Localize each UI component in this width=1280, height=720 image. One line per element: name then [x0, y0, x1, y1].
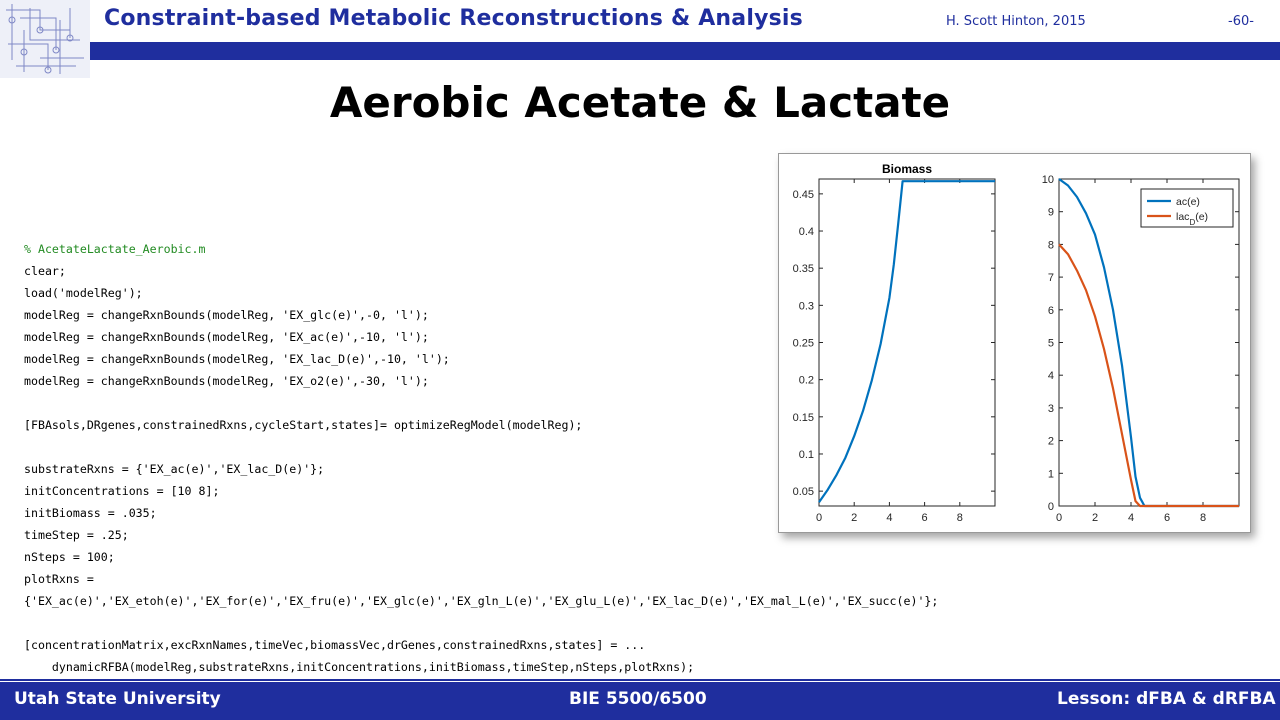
y-tick-label: 0.3 — [798, 300, 814, 313]
y-tick-label: 0.35 — [792, 263, 814, 276]
y-tick-label: 0.05 — [792, 486, 814, 499]
code-line: [concentrationMatrix,excRxnNames,timeVec,biomassVec,drGenes,constrainedRxns,states] = ... — [24, 638, 646, 652]
footer-university: Utah State University — [14, 689, 221, 709]
figure-canvas — [779, 154, 1250, 532]
y-tick-label: 0.2 — [798, 374, 814, 387]
footer-course: BIE 5500/6500 — [569, 689, 707, 709]
plot-2 — [1042, 174, 1239, 524]
code-line: initConcentrations = [10 8]; — [24, 484, 220, 498]
y-tick-label: 9 — [1047, 206, 1054, 219]
y-tick-label: 0.1 — [798, 448, 814, 461]
y-tick-label: 3 — [1047, 402, 1054, 415]
y-tick-label: 2 — [1047, 435, 1054, 448]
y-tick-label: 0.4 — [798, 226, 814, 239]
x-tick-label: 0 — [815, 512, 823, 524]
x-tick-label: 6 — [921, 512, 928, 524]
x-tick-label: 2 — [1091, 512, 1099, 524]
y-tick-label: 10 — [1041, 174, 1054, 186]
y-tick-label: 5 — [1047, 337, 1054, 350]
x-tick-label: 4 — [1127, 512, 1135, 524]
code-line: timeStep = .25; — [24, 528, 129, 542]
code-line: load('modelReg'); — [24, 286, 143, 300]
footer-rule — [0, 679, 1280, 681]
x-tick-label: 8 — [956, 512, 963, 524]
code-line: substrateRxns = {'EX_ac(e)','EX_lac_D(e)'}; — [24, 462, 325, 476]
code-line: {'EX_ac(e)','EX_etoh(e)','EX_for(e)','EX_fru(e)','EX_glc(e)','EX_gln_L(e)','EX_glu_L(e)','EX_lac_D(e)','EX_mal_L(e)','EX_succ(e)'}; — [24, 594, 939, 608]
x-tick-label: 8 — [1199, 512, 1207, 524]
code-line: nSteps = 100; — [24, 550, 115, 564]
x-tick-label: 0 — [1055, 512, 1063, 524]
x-tick-label: 6 — [1163, 512, 1171, 524]
code-line — [24, 612, 938, 634]
plot-title: Biomass — [881, 162, 933, 176]
footer-lesson: Lesson: dFBA & dRFBA — [1057, 689, 1276, 709]
plot-1 — [793, 162, 995, 524]
code-line: modelReg = changeRxnBounds(modelReg, 'EX_ac(e)',-10, 'l'); — [24, 330, 429, 344]
code-line: modelReg = changeRxnBounds(modelReg, 'EX_glc(e)',-0, 'l'); — [24, 308, 429, 322]
code-line: initBiomass = .035; — [24, 506, 157, 520]
plot-axes-box — [1059, 179, 1239, 506]
header-bar — [90, 42, 1280, 60]
course-title: Constraint-based Metabolic Reconstructions & Analysis — [104, 6, 803, 31]
slide-title: Aerobic Acetate & Lactate — [329, 78, 951, 127]
y-tick-label: 1 — [1047, 468, 1054, 481]
code-line: dynamicRFBA(modelReg,substrateRxns,initConcentrations,initBiomass,timeStep,nSteps,plotRxns); — [24, 660, 695, 674]
code-line: plotRxns = — [24, 572, 94, 586]
matlab-figure — [778, 153, 1251, 533]
code-line: clear; — [24, 264, 66, 278]
code-comment-line: % AcetateLactate_Aerobic.m — [24, 242, 206, 256]
y-tick-label: 0 — [1047, 501, 1054, 513]
y-tick-label: 0.15 — [792, 411, 814, 424]
code-line: modelReg = changeRxnBounds(modelReg, 'EX_o2(e)',-30, 'l'); — [24, 374, 429, 388]
author-credit: H. Scott Hinton, 2015 — [946, 14, 1086, 29]
legend-label: lac$_D$(e) — [1176, 211, 1209, 227]
x-tick-label: 2 — [851, 512, 858, 524]
y-tick-label: 6 — [1047, 304, 1054, 317]
y-tick-label: 7 — [1047, 272, 1054, 285]
code-line: modelReg = changeRxnBounds(modelReg, 'EX_lac_D(e)',-10, 'l'); — [24, 352, 450, 366]
network-logo-icon — [0, 0, 90, 78]
y-tick-label: 0.45 — [792, 188, 814, 201]
y-tick-label: 4 — [1047, 370, 1054, 383]
y-tick-label: 0.25 — [792, 337, 814, 350]
y-tick-label: 8 — [1047, 239, 1054, 252]
x-tick-label: 4 — [886, 512, 893, 524]
page-number: -60- — [1228, 14, 1254, 29]
legend-label: ac(e) — [1176, 196, 1200, 208]
code-line: [FBAsols,DRgenes,constrainedRxns,cycleStart,states]= optimizeRegModel(modelReg); — [24, 418, 583, 432]
